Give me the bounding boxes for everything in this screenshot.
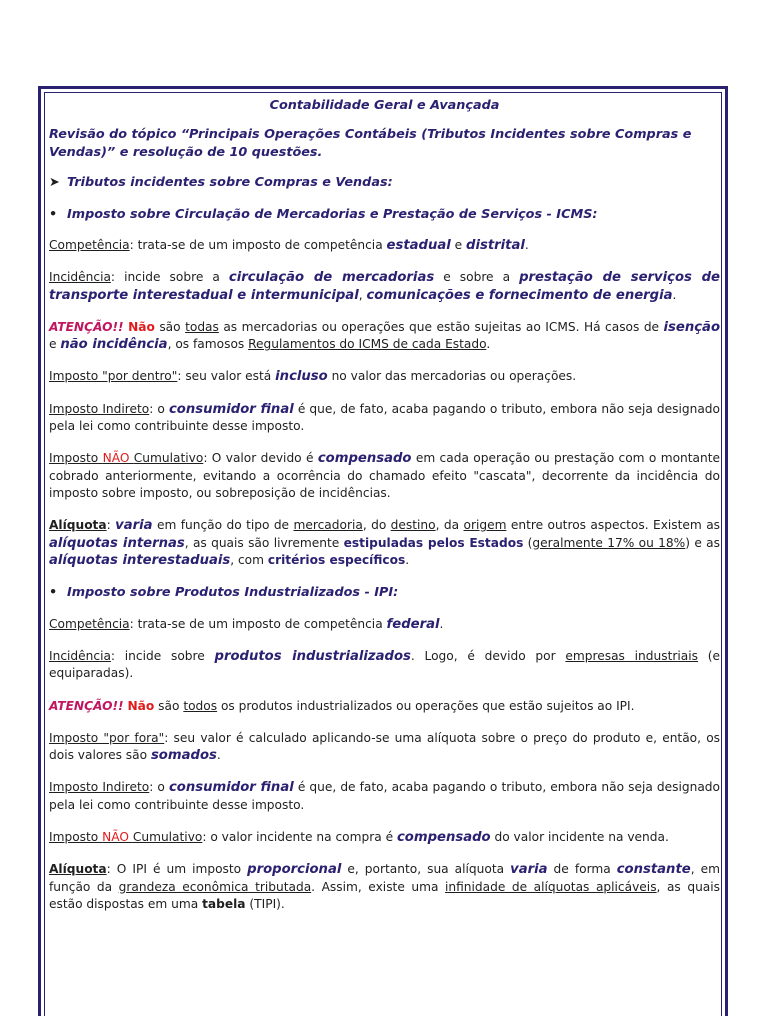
bullet-icon: • xyxy=(49,206,58,222)
ipi-nao-cumulativo: Imposto NÃO Cumulativo: o valor incidente na compra é compensado do valor incidente na venda. xyxy=(49,829,669,845)
icms-por-dentro: Imposto "por dentro": seu valor está incluso no valor das mercadorias ou operações. xyxy=(49,369,577,385)
ipi-aliquota: Alíquota: O IPI é um imposto proporcional e, portanto, sua alíquota varia de forma constante, em função da grandeza econômica tributada. Assim, existe uma infinidade de alíquotas aplicáveis, as quais estão dispostas em uma tabela (TIPI). xyxy=(49,862,720,911)
ipi-heading xyxy=(49,584,720,601)
document-frame xyxy=(38,86,728,1016)
icms-nao-cumulativo: Imposto NÃO Cumulativo: O valor devido é compensado em cada operação ou prestação com o montante cobrado anteriormente, evitando a ocorrência do chamado efeito "cascata", decorrente da incidência do imposto sobre imposto, ou sobreposição de incidências. xyxy=(49,451,720,501)
document-content xyxy=(45,93,721,913)
ipi-atencao: ATENÇÃO!! Não são todos os produtos industrializados ou operações que estão sujeitos ao IPI. xyxy=(49,698,635,713)
section-heading xyxy=(49,174,720,191)
section-heading-label: Tributos incidentes sobre Compras e Vendas: xyxy=(67,175,393,191)
ipi-heading-label: Imposto sobre Produtos Industrializados - IPI: xyxy=(67,585,399,601)
ipi-indireto: Imposto Indireto: o consumidor final é que, de fato, acaba pagando o tributo, embora não seja designado pela lei como contribuinte desse imposto. xyxy=(49,780,721,812)
icms-heading-label: Imposto sobre Circulação de Mercadorias e Prestação de Serviços - ICMS: xyxy=(67,206,598,222)
ipi-incidencia: Incidência: incide sobre produtos industrializados. Logo, é devido por empresas industriais (e equiparadas). xyxy=(49,648,721,681)
icms-indireto: Imposto Indireto: o consumidor final é que, de fato, acaba pagando o tributo, embora não seja designado pela lei como contribuinte desse imposto. xyxy=(49,401,721,434)
ipi-por-fora: Imposto "por fora": seu valor é calculado aplicando-se uma alíquota sobre o preço do produto e, então, os dois valores são somados. xyxy=(49,730,720,764)
arrow-bullet-icon: ➤ xyxy=(49,175,60,191)
icms-aliquota: Alíquota: varia em função do tipo de mercadoria, do destino, da origem entre outros aspectos. Existem as alíquotas internas, as quais são livremente estipuladas pelos Estados (geralmente 17% ou 18%) e as alíquotas interestaduais, com critérios específicos. xyxy=(49,518,721,569)
icms-heading xyxy=(49,206,720,223)
icms-competencia: Competência: trata-se de um imposto de competência estadual e distrital. xyxy=(49,238,529,254)
icms-incidencia: Incidência: incide sobre a circulação de mercadorias e sobre a prestação de serviços de transporte interestadual e intermunicipal, comunicações e fornecimento de energia. xyxy=(49,270,720,303)
review-subtitle: Revisão do tópico “Principais Operações Contábeis (Tributos Incidentes sobre Compras e Vendas)” e resolução de 10 questões. xyxy=(49,127,692,160)
icms-atencao: ATENÇÃO!! Não são todas as mercadorias ou operações que estão sujeitas ao ICMS. Há casos de isenção e não incidência, os famosos Regulamentos do ICMS de cada Estado. xyxy=(49,319,721,353)
ipi-competencia: Competência: trata-se de um imposto de competência federal. xyxy=(49,616,444,632)
bullet-icon: • xyxy=(49,585,58,601)
document-title: Contabilidade Geral e Avançada xyxy=(269,98,500,113)
